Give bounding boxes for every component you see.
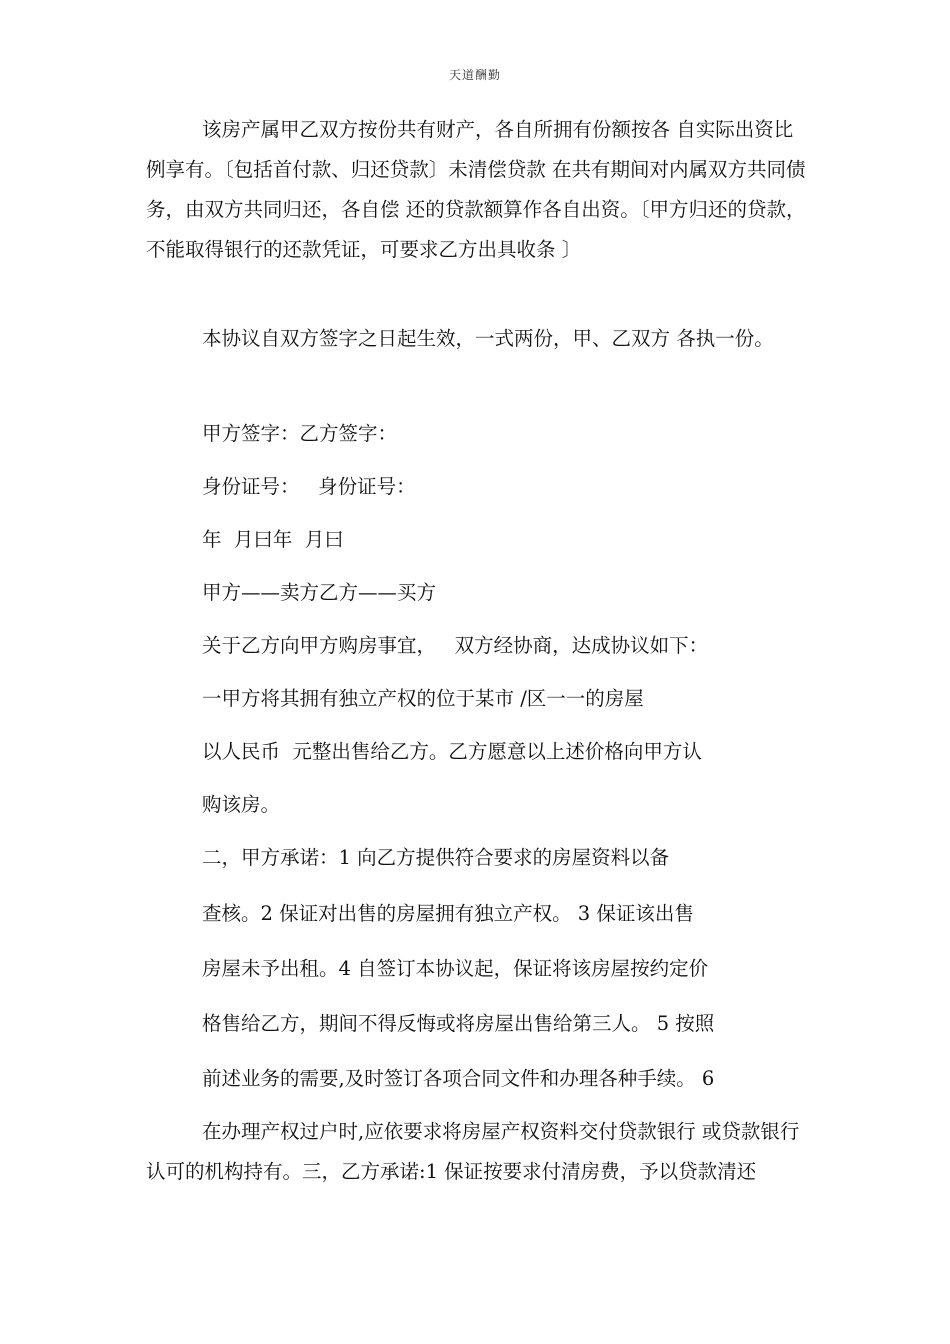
clause-2-line-e: 前述业务的需要,及时签订各项合同文件和办理各种手续。 6 [202, 1067, 715, 1090]
date-line: 年 月曰年 月曰 [202, 528, 344, 551]
clause-1-line-c: 购该房。 [202, 793, 281, 816]
paragraph-title-transfer: 在办理产权过户时,应依要求将房屋产权资料交付贷款银行 或贷款银行认可的机构持有。三，乙方承诺:1 保证按要求付清房费，予以贷款清还 [146, 1120, 800, 1183]
paragraph-co-ownership: 该房产属甲乙双方按份共有财产，各自所拥有份额按各 自实际出资比例享有。〔包括首付款、归还贷款〕未清偿贷款 在共有期间对内属双方共同债务，由双方共同归还，各自偿 还的贷款额算作各自出资。〔甲方归还的贷款，不能取得银行的还款凭证，可要求乙方出具收条 〕 [146, 118, 806, 261]
page-header: 天道酬勤 [448, 68, 501, 82]
clause-1-line-a: 一甲方将其拥有独立产权的位于某市 /区一一的房屋 [202, 687, 644, 710]
clause-2-line-d: 格售给乙方，期间不得反悔或将房屋出售给第三人。 5 按照 [202, 1012, 715, 1035]
clause-2-line-b: 查核。2 保证对出售的房屋拥有独立产权。 3 保证该出售 [202, 902, 694, 925]
clause-2-line-c: 房屋未予出租。4 自签订本协议起，保证将该房屋按约定价 [202, 957, 709, 980]
signature-line: 甲方签字：乙方签字： [202, 422, 398, 445]
clause-2-line-a: 二，甲方承诺：1 向乙方提供符合要求的房屋资料以备 [202, 846, 670, 869]
parties-line: 甲方——卖方乙方——买方 [202, 581, 437, 604]
intro-line: 关于乙方向甲方购房事宜， 双方经协商，达成协议如下： [202, 634, 709, 657]
paragraph-effective-date: 本协议自双方签字之日起生效，一式两份，甲、乙双方 各执一份。 [202, 327, 774, 350]
id-number-line: 身份证号： 身份证号： [202, 475, 416, 498]
clause-1-line-b: 以人民币 元整出售给乙方。乙方愿意以上述价格向甲方认 [202, 740, 702, 763]
